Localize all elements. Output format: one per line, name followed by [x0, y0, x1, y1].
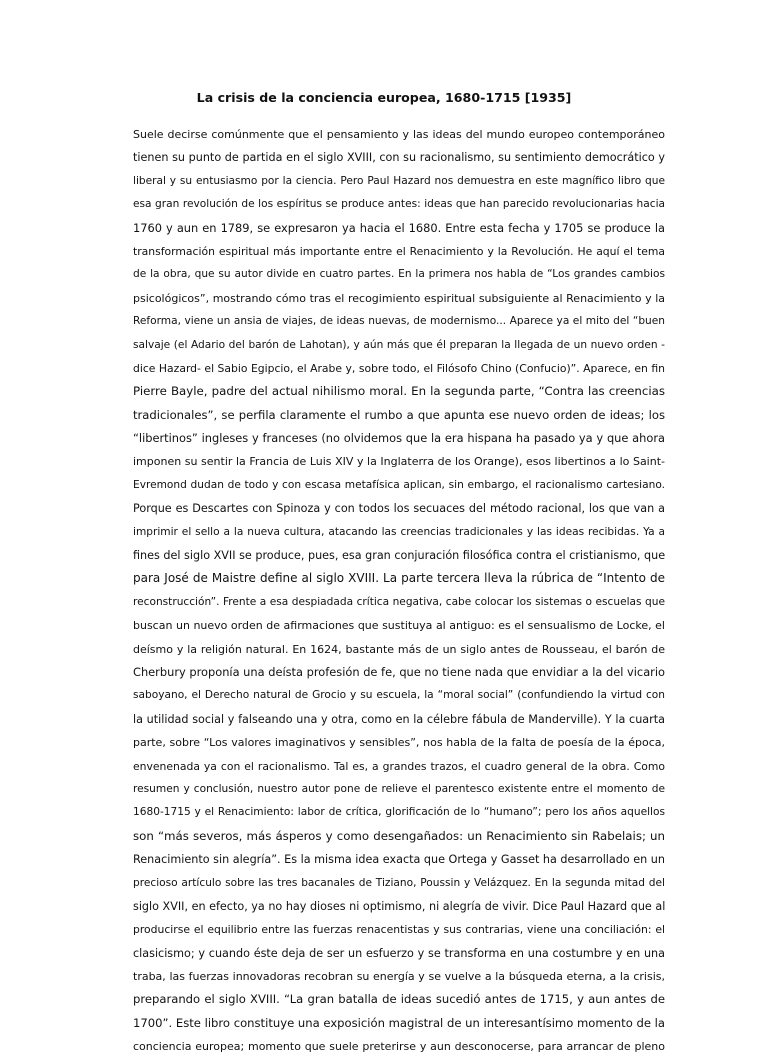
paragraph-line: siglo XVII, en efecto, ya no hay dioses ni optimismo, ni alegría de vivir. Dice Paul Hazard que al	[133, 899, 666, 913]
paragraph-line: envenenada ya con el racionalismo. Tal es, a grandes trazos, el cuadro general de la obra. Como	[133, 759, 665, 773]
paragraph-line: reconstrucción”. Frente a esa despiadada crítica negativa, cabe colocar los sistemas o escuelas que	[133, 595, 665, 608]
paragraph-line: 1760 y aun en 1789, se expresaron ya hacia el 1680. Entre esta fecha y 1705 se produce la	[133, 220, 665, 235]
paragraph-line: esa gran revolución de los espíritus se produce antes: ideas que han parecido revolucionarias hacia	[133, 198, 665, 211]
paragraph-line: dice Hazard- el Sabio Egipcio, el Arabe y, sobre todo, el Filósofo Chino (Confucio)”. Aparece, en fin	[133, 361, 665, 375]
paragraph-line: Cherbury proponía una deísta profesión de fe, que no tiene nada que envidiar a la del vicario	[133, 664, 665, 679]
paragraph-line: producirse el equilibrio entre las fuerzas renacentistas y sus contrarias, viene una conciliación: el	[133, 923, 665, 937]
paragraph-line: preparando el siglo XVIII. “La gran batalla de ideas sucedió antes de 1715, y aun antes de	[133, 992, 665, 1007]
paragraph-line: imprimir el sello a la nueva cultura, atacando las creencias tradicionales y las ideas recibidas. Ya a	[133, 525, 665, 538]
paragraph-line: buscan un nuevo orden de afirmaciones que sustituya al antiguo: es el sensualismo de Locke, el	[133, 619, 665, 633]
paragraph-line: son “más severos, más ásperos y como desengañados: un Renacimiento sin Rabelais; un	[133, 828, 665, 843]
paragraph-line: tradicionales”, se perfila claramente el rumbo a que apunta ese nuevo orden de ideas; los	[133, 407, 665, 422]
paragraph-line: liberal y su entusiasmo por la ciencia. Pero Paul Hazard nos demuestra en este magnífico libro que	[133, 174, 665, 187]
paragraph-line: Evremond dudan de todo y con escasa metafísica aplican, sin embargo, el racionalismo cartesiano.	[133, 478, 665, 491]
paragraph-line: deísmo y la religión natural. En 1624, bastante más de un siglo antes de Rousseau, el barón de	[133, 642, 665, 656]
paragraph-line: Renacimiento sin alegría”. Es la misma idea exacta que Ortega y Gasset ha desarrollado en un	[133, 853, 665, 867]
paragraph-line: tienen su punto de partida en el siglo XVIII, con su racionalismo, su sentimiento democrático y	[133, 151, 665, 165]
body-paragraph	[133, 123, 665, 1059]
paragraph-line: traba, las fuerzas innovadoras recobran su energía y se vuelve a la búsqueda eterna, a la crisis,	[133, 970, 665, 984]
paragraph-line: clasicismo; y cuando éste deja de ser un esfuerzo y se transforma en una costumbre y en una	[133, 946, 665, 960]
paragraph-line: psicológicos”, mostrando cómo tras el recogimiento espiritual subsiguiente al Renacimiento y la	[133, 291, 665, 305]
paragraph-line: Reforma, viene un ansia de viajes, de ideas nuevas, de modernismo... Aparece ya el mito del “buen	[133, 315, 665, 328]
paragraph-line: 1680-1715 y el Renacimiento: labor de crítica, glorificación de lo “humano”; pero los años aquellos	[133, 806, 665, 819]
paragraph-line: Porque es Descartes con Spinoza y con todos los secuaces del método racional, los que van a	[133, 502, 665, 516]
paragraph-line: 1700”. Este libro constituye una exposición magistral de un interesantísimo momento de la	[133, 1015, 665, 1030]
paragraph-line: parte, sobre “Los valores imaginativos y sensibles”, nos habla de la falta de poesía de la época,	[133, 736, 665, 750]
paragraph-line: imponen su sentir la Francia de Luis XIV y la Inglaterra de los Orange), esos libertinos a lo Saint-	[133, 455, 665, 469]
paragraph-line: la utilidad social y falseando una y otra, como en la célebre fábula de Manderville). Y la cuarta	[133, 712, 665, 726]
paragraph-line: para José de Maistre define al siglo XVIII. La parte tercera lleva la rúbrica de “Intento de	[133, 571, 665, 586]
paragraph-line: salvaje (el Adario del barón de Lahotan), y aún más que él preparan la llegada de un nuevo orden -	[133, 338, 665, 351]
paragraph-line: Suele decirse comúnmente que el pensamiento y las ideas del mundo europeo contemporáneo	[133, 128, 665, 141]
paragraph-line: “libertinos” ingleses y franceses (no olvidemos que la era hispana ha pasado ya y que ahora	[133, 431, 665, 446]
document-title: La crisis de la conciencia europea, 1680-1715 [1935]	[196, 90, 572, 105]
paragraph-line: transformación espiritual más importante entre el Renacimiento y la Revolución. He aquí el tema	[133, 244, 665, 258]
paragraph-line: precioso artículo sobre las tres bacanales de Tiziano, Poussin y Velázquez. En la segunda mitad del	[133, 876, 665, 889]
paragraph-line: Pierre Bayle, padre del actual nihilismo moral. En la segunda parte, “Contra las creencias	[133, 384, 665, 399]
paragraph-line: resumen y conclusión, nuestro autor pone de relieve el parentesco existente entre el momento de	[133, 782, 665, 795]
paragraph-line: conciencia europea; momento que suele preterirse y aun desconocerse, para arrancar de pleno	[133, 1040, 665, 1054]
paragraph-line: fines del siglo XVII se produce, pues, esa gran conjuración filosófica contra el cristianismo, que	[133, 549, 666, 563]
paragraph-line: de la obra, que su autor divide en cuatro partes. En la primera nos habla de “Los grandes cambios	[133, 268, 665, 281]
paragraph-line: saboyano, el Derecho natural de Grocio y su escuela, la “moral social” (confundiendo la virtud con	[133, 689, 665, 702]
